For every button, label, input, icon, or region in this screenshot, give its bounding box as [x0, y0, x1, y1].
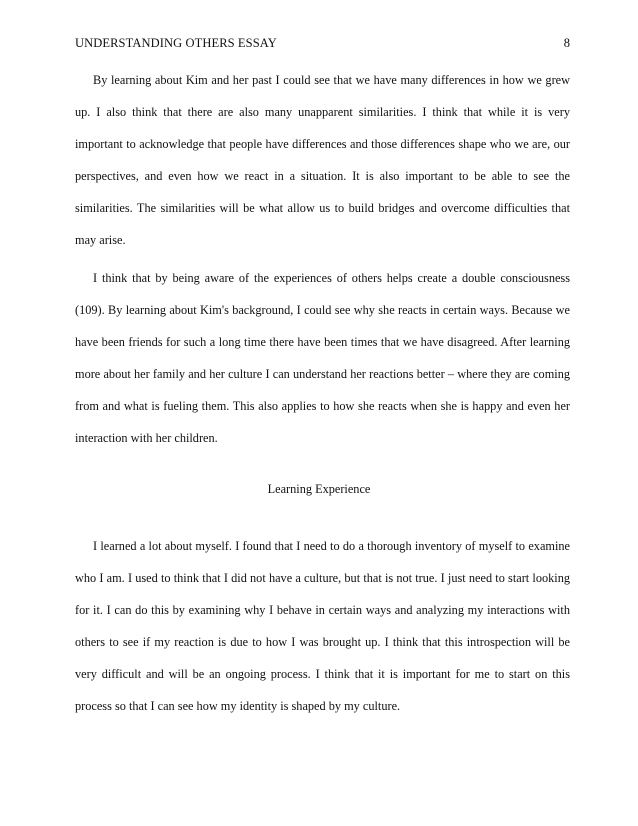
page-number: 8 [563, 36, 570, 50]
section-heading-learning-experience: Learning Experience [267, 482, 371, 496]
running-head: UNDERSTANDING OTHERS ESSAY [75, 36, 277, 50]
paragraph-double-consciousness: I think that by being aware of the experiences of others helps create a double consciousness (109). By learning about Kim's background, I could see why she reacts in certain ways. Because we have been friends for such a long time there have been times that we have disagreed. After learning more about her family and her culture I can understand her reactions better – where they are coming from and what is fueling them. This also applies to how she reacts when she is happy and even her interaction with her children. [75, 271, 570, 445]
paragraph-kim-differences: By learning about Kim and her past I could see that we have many differences in how we grew up. I also think that there are also many unapparent similarities. I think that while it is very important to acknowledge that people have differences and those differences shape who we are, our perspectives, and even how we react in a situation. It is also important to be able to see the similarities. The similarities will be what allow us to build bridges and overcome difficulties that may arise. [75, 73, 570, 247]
paragraph-learning-experience: I learned a lot about myself. I found that I need to do a thorough inventory of myself to examine who I am. I used to think that I did not have a culture, but that is not true. I just need to start looking for it. I can do this by examining why I behave in certain ways and analyzing my interactions with others to see if my reaction is due to how I was brought up. I think that this introspection will be very difficult and will be an ongoing process. I think that it is important for me to start on this process so that I can see how my identity is shaped by my culture. [75, 539, 570, 713]
